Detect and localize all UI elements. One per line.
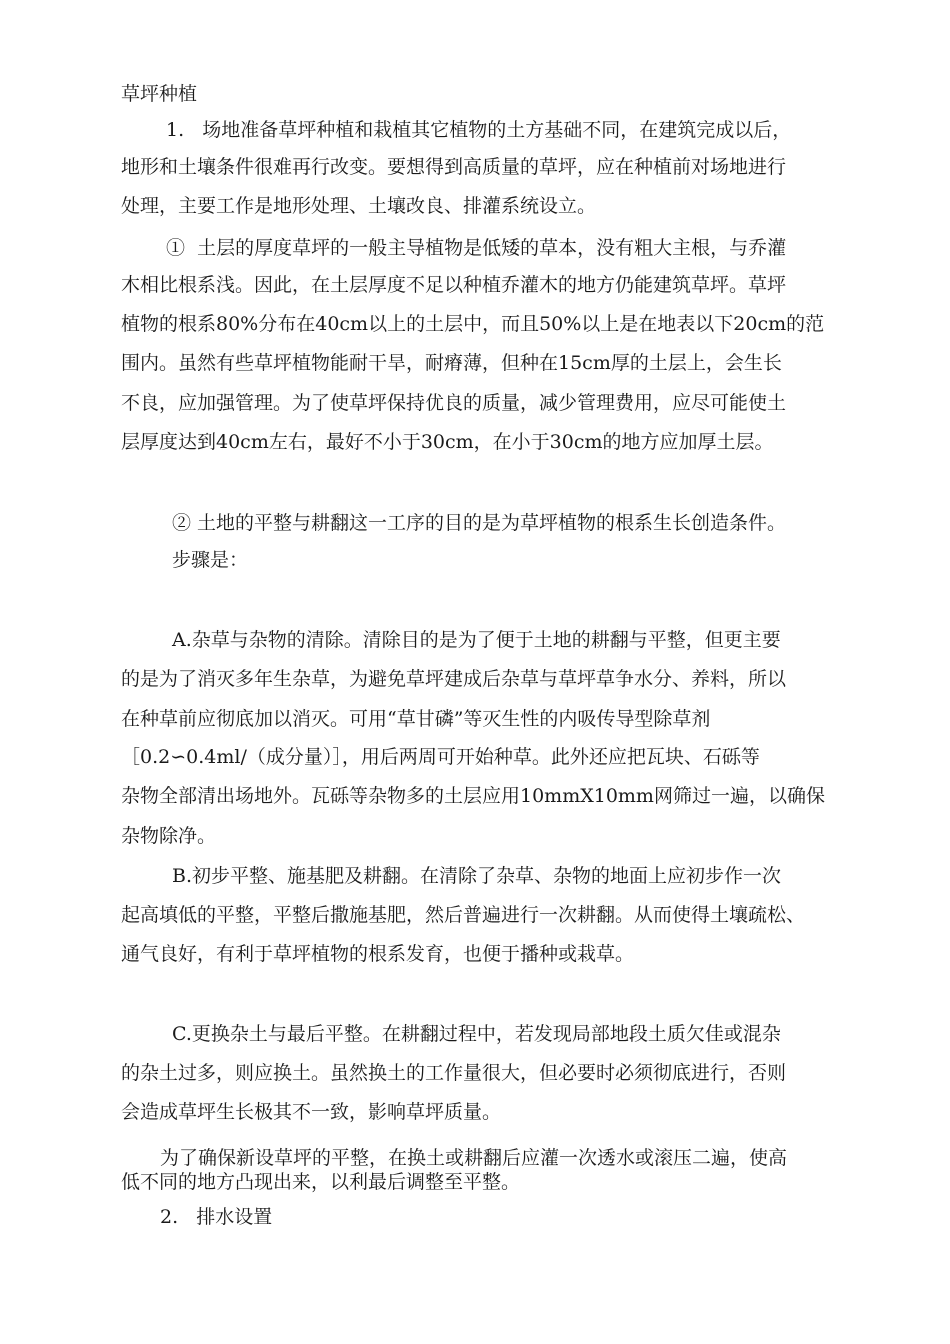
para-c-line-3: 会造成草坪生长极其不一致，影响草坪质量。 (121, 1101, 502, 1123)
para-2-line-6: 层厚度达到40cm左右，最好不小于30cm，在小于30cm的地方应加厚土层。 (121, 431, 774, 453)
para-2-line-2: 木相比根系浅。因此，在土层厚度不足以种植乔灌木的地方仍能建筑草坪。草坪 (121, 274, 787, 296)
para-2-line-1: ① 土层的厚度草坪的一般主导植物是低矮的草本，没有粗大主根，与乔灌 (166, 237, 787, 259)
para-c-line-1: C.更换杂土与最后平整。在耕翻过程中，若发现局部地段土质欠佳或混杂 (172, 1023, 781, 1045)
para-2-line-3: 植物的根系80%分布在40cm以上的土层中，而且50%以上是在地表以下20cm的范 (121, 313, 825, 335)
para-1-line-3: 处理，主要工作是地形处理、土壤改良、排灌系统设立。 (121, 195, 597, 217)
para-b-line-3: 通气良好，有利于草坪植物的根系发育，也便于播种或栽草。 (121, 943, 635, 965)
para-1-line-2: 地形和土壤条件很难再行改变。要想得到高质量的草坪，应在种植前对场地进行 (121, 156, 787, 178)
para-a-line-4: ［0.2∽0.4ml/（成分量）］，用后两周可开始种草。此外还应把瓦块、石砾等 (121, 746, 760, 768)
para-3-line-2: 步骤是： (172, 549, 249, 571)
para-3-line-1: ② 土地的平整与耕翻这一工序的目的是为草坪植物的根系生长创造条件。 (172, 512, 787, 534)
para-2-line-5: 不良，应加强管理。为了使草坪保持优良的质量，减少管理费用，应尽可能使土 (121, 392, 787, 414)
para-a-line-3: 在种草前应彻底加以消灭。可用“草甘磷”等灭生性的内吸传导型除草剂 (121, 708, 711, 730)
para-c-line-2: 的杂土过多，则应换土。虽然换土的工作量很大，但必要时必须彻底进行，否则 (121, 1062, 787, 1084)
section-2-heading: 2. 排水设置 (160, 1206, 273, 1228)
para-a-line-6: 杂物除净。 (121, 825, 217, 847)
para-a-line-1: A.杂草与杂物的清除。清除目的是为了便于土地的耕翻与平整，但更主要 (172, 629, 781, 651)
para-a-line-2: 的是为了消灭多年生杂草，为避免草坪建成后杂草与草坪草争水分、养料，所以 (121, 668, 787, 690)
para-a-line-5: 杂物全部清出场地外。瓦砾等杂物多的土层应用10mmX10mm网筛过一遍，以确保 (121, 785, 825, 807)
para-b-line-1: B.初步平整、施基肥及耕翻。在清除了杂草、杂物的地面上应初步作一次 (172, 865, 782, 887)
para-1-line-1: 1. 场地准备草坪种植和栽植其它植物的土方基础不同，在建筑完成以后， (166, 119, 792, 141)
para-b-line-2: 起高填低的平整，平整后撒施基肥，然后普遍进行一次耕翻。从而使得土壤疏松、 (121, 904, 806, 926)
para-d-line-1: 为了确保新设草坪的平整，在换土或耕翻后应灌一次透水或滚压二遍，使高 (160, 1147, 788, 1169)
para-2-line-4: 围内。虽然有些草坪植物能耐干旱，耐瘠薄，但种在15cm厚的土层上，会生长 (121, 352, 782, 374)
para-d-line-2: 低不同的地方凸现出来，以利最后调整至平整。 (121, 1171, 521, 1193)
doc-title: 草坪种植 (121, 83, 198, 105)
